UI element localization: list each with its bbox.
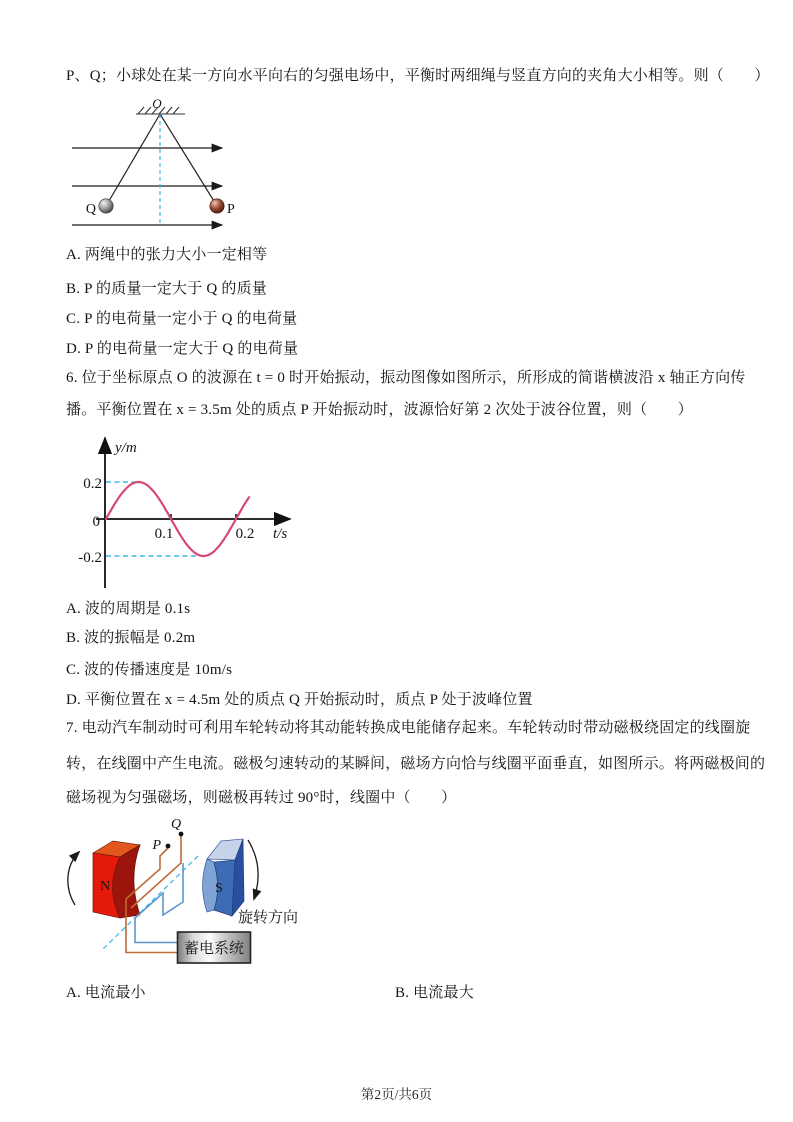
q7-option-b: B. 电流最大 bbox=[395, 985, 474, 1001]
q6-option-b: B. 波的振幅是 0.2m bbox=[66, 630, 196, 646]
q6-option-d: D. 平衡位置在 x = 4.5m 处的质点 Q 开始振动时，质点 P 处于波峰位置 bbox=[66, 692, 533, 708]
magnet-north-label: N bbox=[100, 879, 111, 894]
magnet-south bbox=[203, 839, 245, 916]
q5-option-a: A. 两绳中的张力大小一定相等 bbox=[66, 247, 268, 263]
ball-q bbox=[99, 199, 113, 213]
q5-option-d: D. P 的电荷量一定大于 Q 的电荷量 bbox=[66, 341, 299, 357]
x-axis-label: t/s bbox=[273, 526, 288, 542]
ball-q-label: Q bbox=[85, 202, 96, 217]
q7-stem-line1: 7. 电动汽车制动时可利用车轮转动将其动能转换成电能储存起来。车轮转动时带动磁极绕固定的线圈旋 bbox=[66, 720, 751, 736]
x-tick-label-02: 0.2 bbox=[235, 526, 255, 542]
q7-option-a: A. 电流最小 bbox=[66, 985, 146, 1001]
q6-option-c: C. 波的传播速度是 10m/s bbox=[66, 662, 233, 678]
string-right bbox=[160, 114, 217, 206]
q5-option-c: C. P 的电荷量一定小于 Q 的电荷量 bbox=[66, 311, 298, 327]
battery-system-box bbox=[178, 932, 251, 963]
q5-diagram bbox=[60, 96, 330, 236]
page-number: 第2页/共6页 bbox=[360, 1087, 433, 1102]
q7-stem-line3: 磁场视为匀强磁场，则磁极再转过 90°时，线圈中（ ） bbox=[66, 790, 457, 806]
q5-intro-text: P、Q；小球处在某一方向水平向右的匀强电场中，平衡时两细绳与竖直方向的夹角大小相等。则（ ） bbox=[66, 68, 770, 84]
battery-system-label: 蓄电系统 bbox=[183, 941, 245, 957]
y-tick-label-neg: -0.2 bbox=[78, 550, 102, 566]
terminal-p-label: P bbox=[152, 838, 161, 853]
q6-stem-line1: 6. 位于坐标原点 O 的波源在 t = 0 时开始振动，振动图像如图所示，所形成的简谐横波沿 x 轴正方向传 bbox=[66, 370, 746, 386]
terminal-q-label: Q bbox=[170, 817, 182, 832]
rotation-arrow-left bbox=[68, 852, 79, 905]
y-tick-label-pos: 0.2 bbox=[83, 476, 102, 492]
ball-p-label: P bbox=[227, 202, 235, 217]
ball-p bbox=[210, 199, 224, 213]
string-left bbox=[106, 114, 160, 206]
origin-label: 0 bbox=[92, 514, 100, 530]
q7-generator-diagram bbox=[60, 815, 320, 980]
q7-stem-line2: 转，在线圈中产生电流。磁极匀速转动的某瞬间，磁场方向恰与线圈平面垂直，如图所示。将两磁极间的 bbox=[66, 756, 766, 772]
x-tick-label-01: 0.1 bbox=[154, 526, 174, 542]
q5-option-b: B. P 的质量一定大于 Q 的质量 bbox=[66, 281, 267, 297]
rotation-arrow-right bbox=[248, 840, 258, 899]
q6-stem-line2: 播。平衡位置在 x = 3.5m 处的质点 P 开始振动时，波源恰好第 2 次处于波谷位置，则（ ） bbox=[66, 402, 693, 418]
terminal-q-dot bbox=[179, 832, 184, 837]
q6-vibration-graph bbox=[68, 430, 308, 595]
pivot-label: O bbox=[152, 96, 162, 111]
magnet-south-label: S bbox=[215, 881, 223, 896]
rotation-direction-label: 旋转方向 bbox=[238, 910, 299, 926]
terminal-p-dot bbox=[166, 844, 171, 849]
q6-option-a: A. 波的周期是 0.1s bbox=[66, 601, 191, 617]
y-axis-label: y/m bbox=[115, 440, 137, 456]
coil-wire-blue bbox=[135, 863, 183, 943]
